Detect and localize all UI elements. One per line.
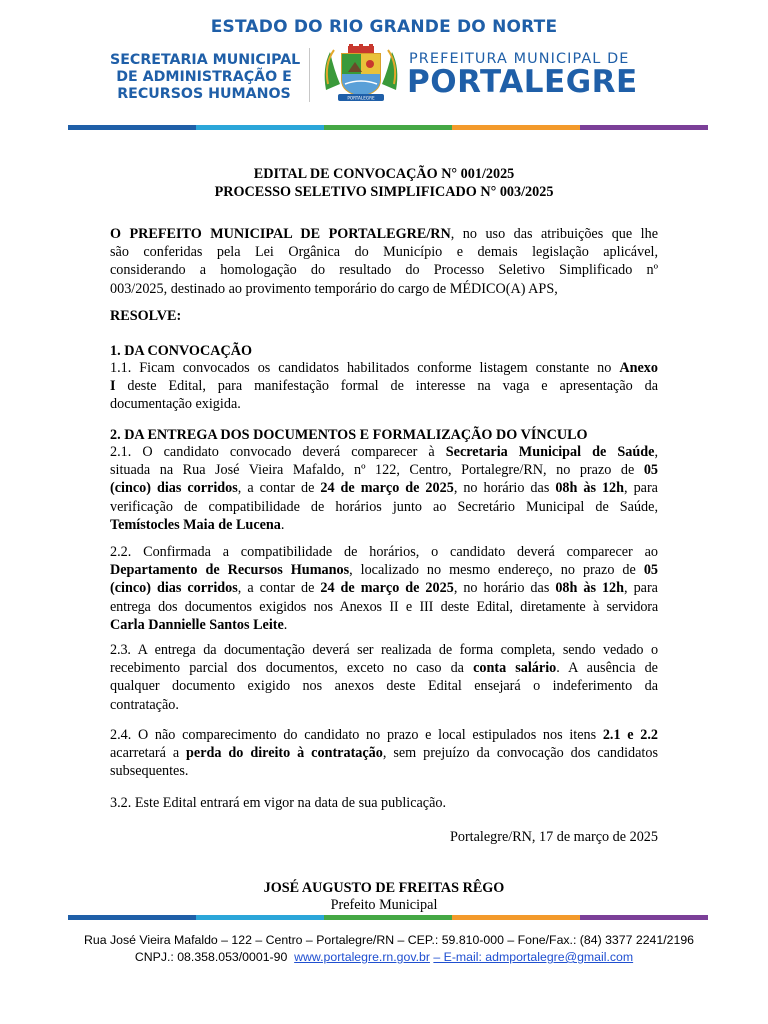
prefeitura-city: PORTALEGRE (407, 64, 638, 100)
municipal-crest-icon (318, 44, 404, 104)
bar-segment (580, 915, 708, 920)
footer-color-bar (68, 915, 708, 920)
section-3-2-paragraph: 3.2. Este Edital entrará em vigor na data de sua publicação. (110, 795, 447, 811)
secretaria-name (110, 52, 301, 103)
document-date: Portalegre/RN, 17 de março de 2025 (449, 829, 658, 845)
bar-segment (580, 125, 708, 130)
footer-address: Rua José Vieira Mafaldo – 122 – Centro – Portalegre/RN – CEP.: 59.810-000 – Fone/Fax.: (84) 3377 2241/2196 (84, 933, 694, 947)
edital-title: EDITAL DE CONVOCAÇÃO N° 001/2025 (253, 166, 515, 182)
website-link[interactable]: www.portalegre.rn.gov.br (294, 950, 430, 964)
bar-segment (196, 915, 324, 920)
section-1-heading: 1. DA CONVOCAÇÃO (110, 343, 252, 359)
bar-segment (68, 915, 196, 920)
header-divider (309, 48, 310, 102)
resolve-heading: RESOLVE: (110, 308, 182, 324)
section-2-heading: 2. DA ENTREGA DOS DOCUMENTOS E FORMALIZAÇÃO DO VÍNCULO (110, 427, 588, 443)
footer-cnpj: CNPJ.: 08.358.053/0001-90 (134, 950, 288, 964)
section-2-4-paragraph: 2.4. O não comparecimento do candidato no prazo e local estipulados nos itens 2.1 e 2.2 acarretará a perda do direito à contratação, sem prejuízo da convocação dos candidatos subsequentes. (110, 727, 658, 780)
bar-segment (324, 915, 452, 920)
bar-segment (68, 125, 196, 130)
secretaria-line-3: RECURSOS HUMANOS (117, 86, 291, 102)
bar-segment (324, 125, 452, 130)
state-title: ESTADO DO RIO GRANDE DO NORTE (210, 17, 558, 37)
bar-segment (452, 125, 580, 130)
signatory-name: JOSÉ AUGUSTO DE FREITAS RÊGO (263, 880, 505, 896)
secretaria-line-2: DE ADMINISTRAÇÃO E (116, 69, 292, 85)
section-2-3-paragraph: 2.3. A entrega da documentação deverá ser realizada de forma completa, sendo vedado o recebimento parcial dos documentos, exceto no caso da conta salário. A ausência de qualquer documento exigido nos anexos deste Edital ensejará o indeferimento da contratação. (110, 642, 658, 713)
signatory-role: Prefeito Municipal (330, 897, 438, 913)
secretaria-line-1: SECRETARIA MUNICIPAL (110, 52, 301, 68)
bar-segment (452, 915, 580, 920)
bar-segment (196, 125, 324, 130)
processo-title: PROCESSO SELETIVO SIMPLIFICADO N° 003/2025 (214, 184, 554, 200)
footer-contact (0, 950, 768, 964)
intro-paragraph: O PREFEITO MUNICIPAL DE PORTALEGRE/RN, no uso das atribuições que lhe são conferidas pela Lei Orgânica do Município e demais legislação aplicável, considerando a homologação do resultado do Processo Seletivo Simplificado nº 003/2025, destinado ao provimento temporário do cargo de MÉDICO(A) APS, (110, 226, 658, 297)
prefeitura-label: PREFEITURA MUNICIPAL DE (409, 51, 630, 67)
email-link[interactable]: – E-mail: admportalegre@gmail.com (433, 950, 634, 964)
section-2-2-paragraph: 2.2. Confirmada a compatibilidade de horários, o candidato deverá comparecer ao Departamento de Recursos Humanos, localizado no mesmo endereço, no prazo de 05 (cinco) dias corridos, a contar de 24 de março de 2025, no horário das 08h às 12h, para entrega dos documentos exigidos nos Anexos II e III deste Edital, diretamente à servidora Carla Dannielle Santos Leite. (110, 544, 658, 633)
section-2-1-paragraph: 2.1. O candidato convocado deverá comparecer à Secretaria Municipal de Saúde, situada na Rua José Vieira Mafaldo, nº 122, Centro, Portalegre/RN, no prazo de 05 (cinco) dias corridos, a contar de 24 de março de 2025, no horário das 08h às 12h, para verificação de compatibilidade de horários junto ao Secretário Municipal de Saúde, Temístocles Maia de Lucena. (110, 444, 658, 533)
header-color-bar (68, 125, 708, 130)
crest-label: PORTALEGRE (347, 95, 375, 101)
section-1-1-paragraph: 1.1. Ficam convocados os candidatos habilitados conforme listagem constante no Anexo I deste Edital, para manifestação formal de interesse na vaga e apresentação da documentação exigida. (110, 360, 658, 413)
